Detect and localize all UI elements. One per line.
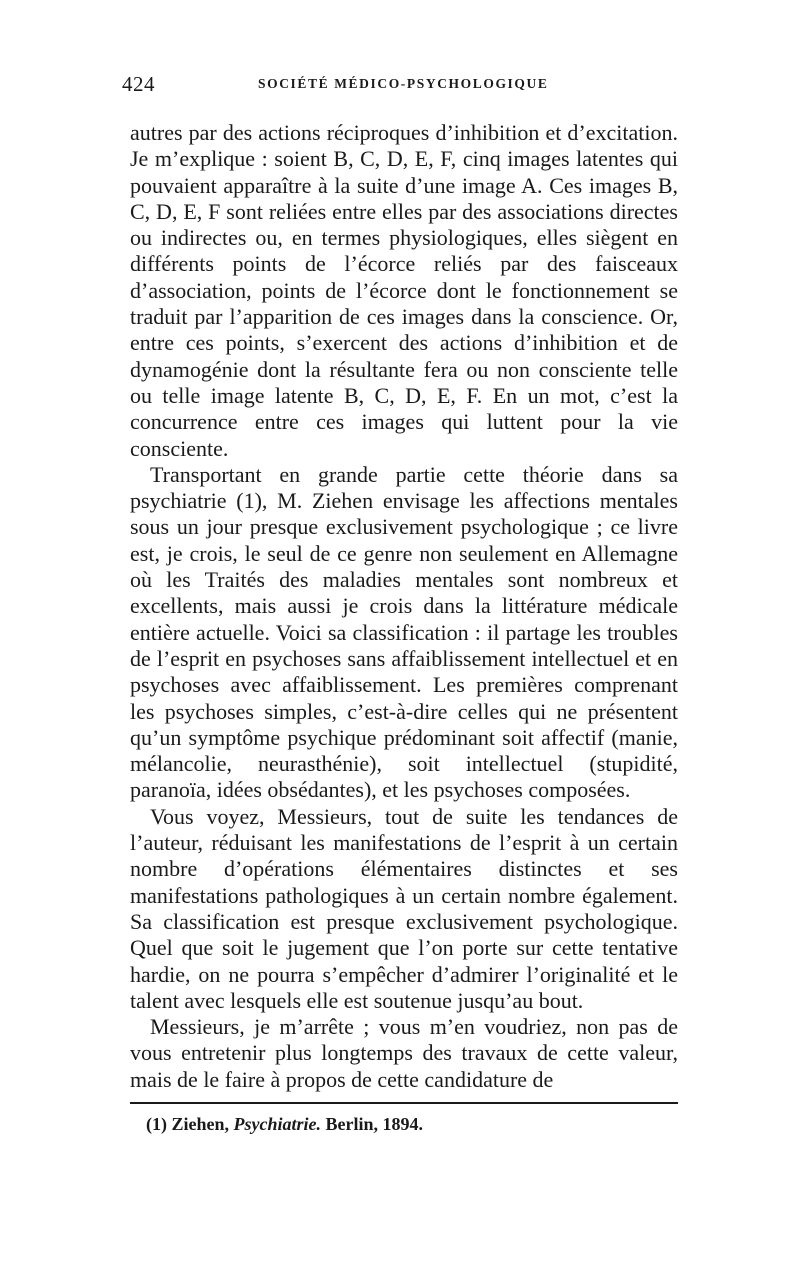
footnote-marker: (1) bbox=[146, 1114, 167, 1134]
paragraph-1: autres par des actions réciproques d’inhibition et d’excitation. Je m’explique : soient B, C, D, E, F, cinq images latentes qui pouvaient apparaître à la suite d’une image A. Ces images B, C, D, E, F sont reliées entre elles par des associations directes ou indirectes ou, en termes physiologiques, elles siègent en différents points de l’écorce reliés par des faisceaux d’association, points de l’écorce dont le fonctionnement se traduit par l’apparition de ces images dans la conscience. Or, entre ces points, s’exercent des actions d’inhibition et de dynamogénie dont la résultante fera ou non consciente telle ou telle image latente B, C, D, E, F. En un mot, c’est la concurrence entre ces images qui luttent pour la vie consciente. bbox=[130, 120, 678, 461]
footnote-place-year: Berlin, 1894. bbox=[325, 1114, 424, 1134]
running-title: SOCIÉTÉ MÉDICO-PSYCHOLOGIQUE bbox=[258, 76, 549, 91]
paragraph-2: Transportant en grande partie cette théorie dans sa psychiatrie (1), M. Ziehen envisage les affections mentales sous un jour presque exclusivement psychologique ; ce livre est, je crois, le seul de ce genre non seulement en Allemagne où les Traités des maladies mentales sont nombreux et excellents, mais aussi je crois dans la littérature médicale entière actuelle. Voici sa classification : il partage les troubles de l’esprit en psychoses sans affaiblissement intellectuel et en psychoses avec affaiblissement. Les premières comprenant les psychoses simples, c’est-à-dire celles qui ne présentent qu’un symptôme psychique prédominant soit affectif (manie, mélancolie, neurasthénie), soit intellectuel (stupidité, paranoïa, idées obsédantes), et les psychoses composées. bbox=[130, 461, 678, 803]
footnote-author: Ziehen, bbox=[171, 1114, 230, 1134]
running-head bbox=[122, 70, 678, 100]
page-number: 424 bbox=[122, 72, 155, 96]
footnote-work-title: Psychiatrie. bbox=[233, 1114, 322, 1134]
footnote bbox=[146, 1114, 423, 1135]
body-text bbox=[130, 120, 678, 1093]
paragraph-3: Vous voyez, Messieurs, tout de suite les tendances de l’auteur, réduisant les manifestations de l’esprit à un certain nombre d’opérations élémentaires distinctes et ses manifestations pathologiques à un certain nombre également. Sa classification est presque exclusivement psychologique. Quel que soit le jugement que l’on porte sur cette tentative hardie, on ne pourra s’empêcher d’admirer l’originalité et le talent avec lesquels elle est soutenue jusqu’au bout. bbox=[130, 803, 678, 1013]
footnote-divider bbox=[130, 1102, 678, 1104]
paragraph-4: Messieurs, je m’arrête ; vous m’en voudriez, non pas de vous entretenir plus longtemps des travaux de cette valeur, mais de le faire à propos de cette candidature de bbox=[130, 1014, 678, 1092]
page bbox=[122, 70, 678, 1134]
